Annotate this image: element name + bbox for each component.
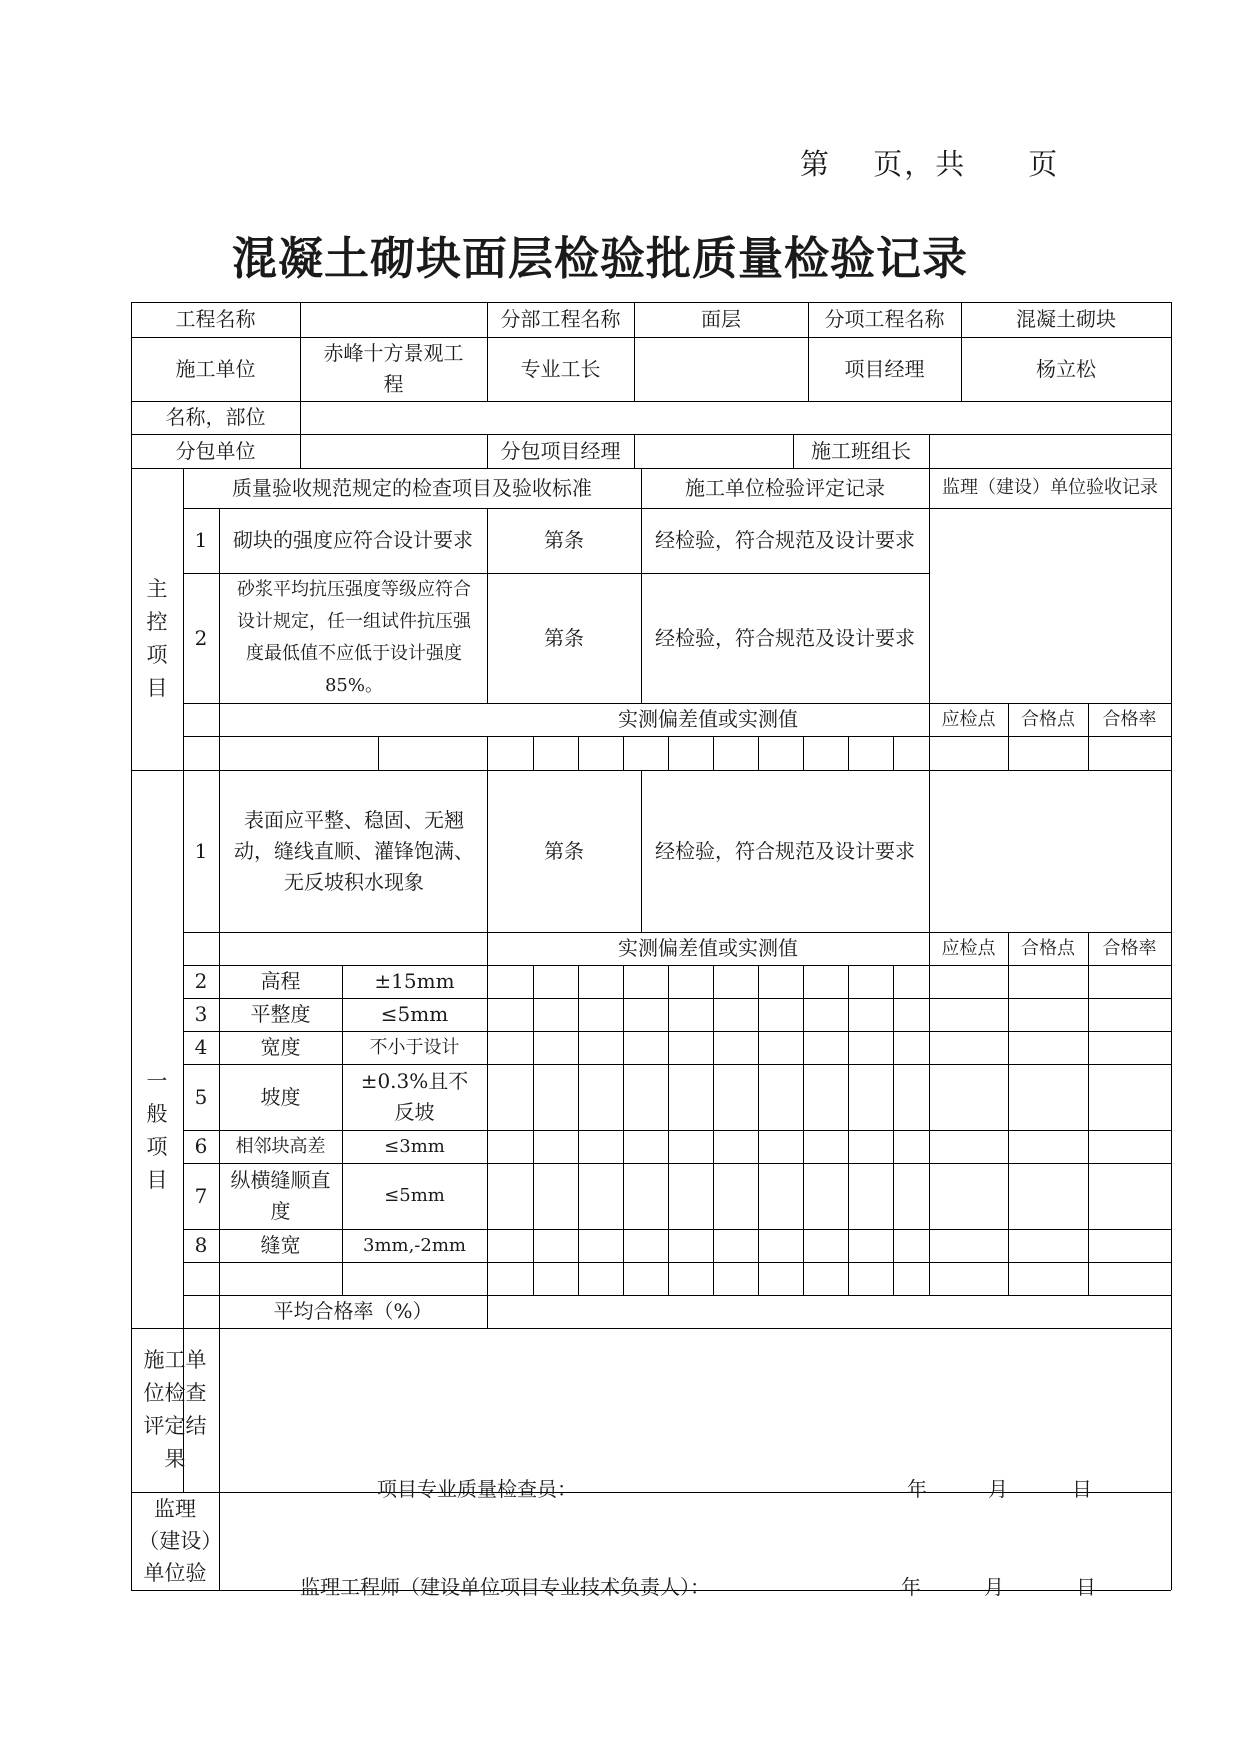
- main-item-1-clause: 第条: [544, 528, 584, 552]
- main-item-2-no: 2: [194, 625, 208, 650]
- table-row-name: 高程: [260, 969, 301, 993]
- table-row-tolerance: ≤5mm: [380, 1002, 449, 1026]
- avg-pass-rate-label: [219, 1328, 487, 1362]
- general-item-1-clause: 第条: [544, 838, 584, 863]
- table-row-no: 4: [194, 1035, 208, 1059]
- location-label: 名称，部位: [165, 405, 266, 429]
- table-row-tolerance: ±0.3%且不反坡: [360, 1069, 469, 1124]
- main-item-2-result: 经检验，符合规范及设计要求: [655, 625, 915, 650]
- page-number: 第 页，共 页: [800, 147, 1060, 181]
- table-row-name: 相邻块高差: [235, 1135, 326, 1157]
- project-name-label: 工程名称: [175, 307, 256, 331]
- main-pass-points-header: 合格点: [1021, 708, 1075, 730]
- main-item-1-text: 砌块的强度应符合设计要求: [233, 528, 473, 552]
- foreman-label: 专业工长: [520, 356, 601, 381]
- table-row-tolerance: ±15mm: [374, 969, 455, 993]
- contractor-day-label: 日: [1072, 1477, 1092, 1501]
- general-item-1-no: 1: [194, 838, 208, 863]
- table-row-no: 3: [194, 1002, 208, 1026]
- contractor-result-label: 施工单位检查评定结果: [143, 1348, 207, 1471]
- general-item-1-text: 表面应平整、稳固、无翘动，缝线直顺、灌锋饱满、无反坡积水现象: [234, 807, 474, 894]
- division-label: 分部工程名称: [500, 307, 621, 331]
- subcontractor-label: 分包单位: [175, 438, 256, 463]
- main-item-1-no: 1: [194, 528, 208, 552]
- avg-pass-rate-label: 平均合格率（%）: [273, 1299, 433, 1323]
- subdivision-value: 混凝土砌块: [1016, 307, 1116, 331]
- contractor-year-label: 年: [907, 1477, 927, 1501]
- foreman-value: [634, 337, 808, 401]
- general-item-1-result: 经检验，符合规范及设计要求: [655, 838, 915, 863]
- general-label: 一 般 项 目: [146, 1069, 168, 1192]
- supervisor-month-label: 月: [984, 1575, 1004, 1599]
- main-control-label: 主 控 项 目: [146, 577, 168, 700]
- table-row-no: 8: [194, 1233, 208, 1257]
- page-title: 混凝土砌块面层检验批质量检验记录: [231, 232, 968, 285]
- table-row-tolerance: ≤3mm: [384, 1135, 445, 1157]
- contractor-value: 赤峰十方景观工程: [323, 341, 464, 396]
- main-pass-rate-header: 合格率: [1102, 708, 1157, 730]
- table-row-name: 纵横缝顺直度: [230, 1168, 331, 1223]
- general-check-points-header: 应检点: [941, 937, 996, 959]
- table-row-name: 平整度: [250, 1002, 311, 1026]
- general-pass-rate-header: 合格率: [1102, 937, 1157, 959]
- general-measured-header: 实测偏差值或实测值: [618, 936, 798, 960]
- table-row-no: 6: [194, 1134, 208, 1158]
- contractor-label: 施工单位: [175, 356, 256, 381]
- table-row-no: 7: [194, 1183, 208, 1208]
- subdivision-label: 分项工程名称: [824, 307, 945, 331]
- sub-pm-label: 分包项目经理: [500, 438, 621, 463]
- supervisor-record-header: 监理（建设）单位验收记录: [942, 477, 1158, 498]
- team-leader-label: 施工班组长: [811, 438, 911, 463]
- supervisor-result-label: 监理（建设）单位验: [138, 1497, 212, 1585]
- table-row-tolerance: ≤5mm: [384, 1185, 445, 1206]
- supervising-engineer-label: 监理工程师（建设单位项目专业技术负责人）：: [300, 1575, 710, 1599]
- division-value: 面层: [701, 307, 741, 331]
- table-row-tolerance: 不小于设计: [369, 1036, 460, 1058]
- supervisor-year-label: 年: [901, 1575, 921, 1599]
- project-name-value: [300, 302, 487, 337]
- project-manager-label: 项目经理: [844, 356, 925, 381]
- main-item-2-text: 砂浆平均抗压强度等级应符合设计规定，任一组试件抗压强度最低值不应低于设计强度85%。: [237, 579, 471, 696]
- table-row-name: 宽度: [260, 1035, 301, 1059]
- main-check-points-header: 应检点: [941, 708, 996, 730]
- standard-header: 质量验收规范规定的检查项目及验收标准: [232, 475, 592, 500]
- general-pass-points-header: 合格点: [1021, 937, 1075, 959]
- project-manager-value: 杨立松: [1036, 356, 1096, 381]
- table-row-tolerance: 3mm,-2mm: [363, 1234, 466, 1256]
- contractor-record-header: 施工单位检验评定记录: [685, 475, 885, 500]
- table-row-name: 缝宽: [260, 1233, 301, 1257]
- main-item-1-result: 经检验，符合规范及设计要求: [655, 528, 915, 552]
- main-measured-header: 实测偏差值或实测值: [618, 707, 798, 731]
- table-row-no: 2: [194, 969, 208, 993]
- contractor-month-label: 月: [988, 1477, 1008, 1501]
- table-row-no: 5: [194, 1084, 208, 1109]
- main-item-2-clause: 第条: [544, 625, 584, 650]
- supervisor-day-label: 日: [1076, 1575, 1096, 1599]
- table-row-name: 坡度: [260, 1084, 301, 1109]
- quality-inspector-label: 项目专业质量检查员：: [377, 1477, 577, 1501]
